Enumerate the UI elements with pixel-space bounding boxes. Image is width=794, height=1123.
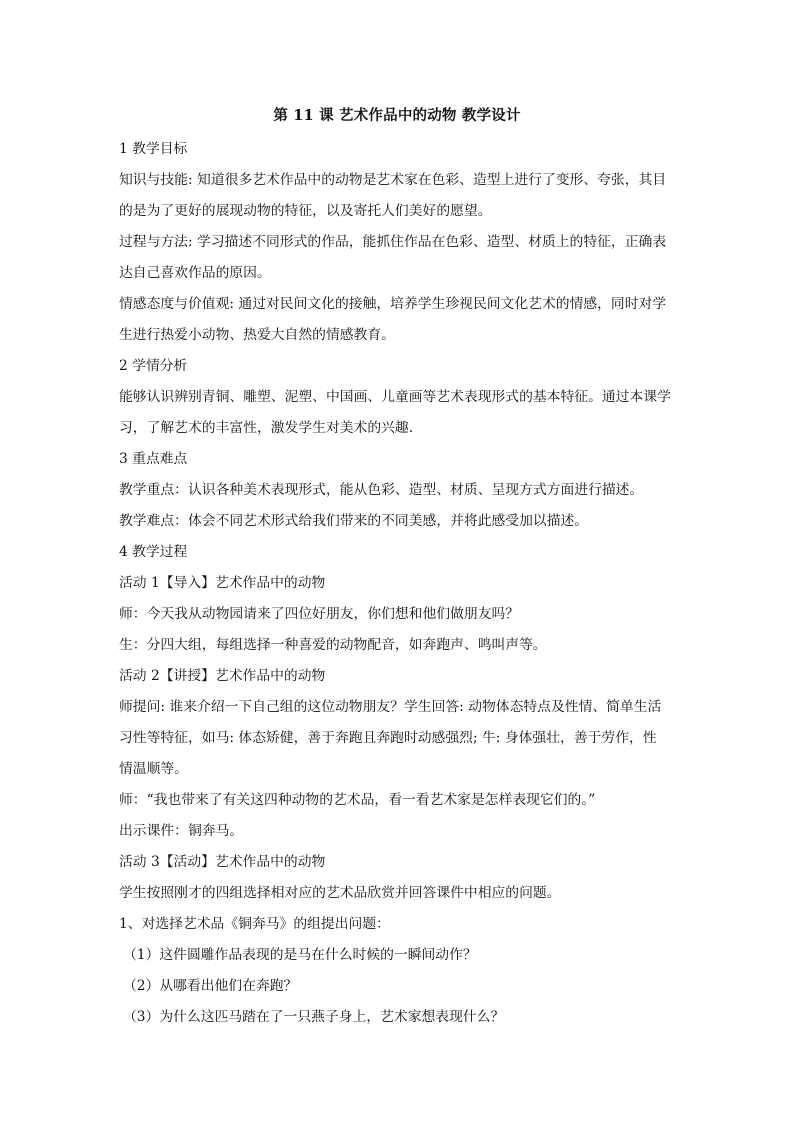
paragraph-line: 教学重点：认识各种美术表现形式，能从色彩、造型、材质、呈现方式方面进行描述。 <box>119 482 644 498</box>
paragraph-line: 出示课件：铜奔马。 <box>119 823 244 839</box>
paragraph-line: 知识与技能: 知道很多艺术作品中的动物是艺术家在色彩、造型上进行了变形、夸张，其目 <box>119 172 667 188</box>
activity-heading: 活动 3【活动】艺术作品中的动物 <box>119 854 326 870</box>
paragraph-line: 师：“我也带来了有关这四种动物的艺术品，看一看艺术家是怎样表现它们的。” <box>119 792 596 808</box>
paragraph-line: 情温顺等。 <box>119 761 188 777</box>
paragraph-line: 能够认识辨别青铜、雕塑、泥塑、中国画、儿童画等艺术表现形式的基本特征。通过本课学 <box>119 389 671 405</box>
paragraph-line: 情感态度与价值观: 通过对民间文化的接触，培养学生珍视民间文化艺术的情感，同时对学 <box>119 296 667 312</box>
paragraph-line: 1、对选择艺术品《铜奔马》的组提出问题： <box>119 916 390 932</box>
section-heading-key-points: 3 重点难点 <box>119 451 188 467</box>
paragraph-line: 习性等特征，如马: 体态矫健，善于奔跑且奔跑时动感强烈; 牛: 身体强壮，善于劳作，性 <box>119 730 657 746</box>
paragraph-line: 师提问: 谁来介绍一下自己组的这位动物朋友？学生回答: 动物体态特点及性情、简单生活 <box>119 699 662 715</box>
activity-heading: 活动 2【讲授】艺术作品中的动物 <box>119 668 326 684</box>
paragraph-line: 学生按照刚才的四组选择相对应的艺术品欣赏并回答课件中相应的问题。 <box>119 885 561 901</box>
section-heading-objectives: 1 教学目标 <box>119 141 188 157</box>
section-heading-process: 4 教学过程 <box>119 544 188 560</box>
activity-heading: 活动 1【导入】艺术作品中的动物 <box>119 575 326 591</box>
question-line: （1）这件圆雕作品表现的是马在什么时候的一瞬间动作？ <box>123 947 477 963</box>
paragraph-line: 的是为了更好的展现动物的特征，以及寄托人们美好的愿望。 <box>119 203 492 219</box>
question-line: （2）从哪看出他们在奔跑？ <box>123 978 298 994</box>
question-line: （3）为什么这匹马踏在了一只燕子身上，艺术家想表现什么？ <box>123 1009 505 1025</box>
paragraph-line: 师：今天我从动物园请来了四位好朋友，你们想和他们做朋友吗？ <box>119 606 520 622</box>
paragraph-line: 生进行热爱小动物、热爱大自然的情感教育。 <box>119 327 395 343</box>
document-title: 第 11 课 艺术作品中的动物 教学设计 <box>273 107 521 124</box>
paragraph-line: 达自己喜欢作品的原因。 <box>119 265 271 281</box>
paragraph-line: 习，了解艺术的丰富性，激发学生对美术的兴趣. <box>119 420 414 436</box>
document-body <box>119 134 679 1033</box>
paragraph-line: 生：分四大组，每组选择一种喜爱的动物配音，如奔跑声、鸣叫声等。 <box>119 637 547 653</box>
paragraph-line: 教学难点：体会不同艺术形式给我们带来的不同美感，并将此感受加以描述。 <box>119 513 589 529</box>
section-heading-student-analysis: 2 学情分析 <box>119 358 188 374</box>
paragraph-line: 过程与方法: 学习描述不同形式的作品，能抓住作品在色彩、造型、材质上的特征，正确表 <box>119 234 667 250</box>
